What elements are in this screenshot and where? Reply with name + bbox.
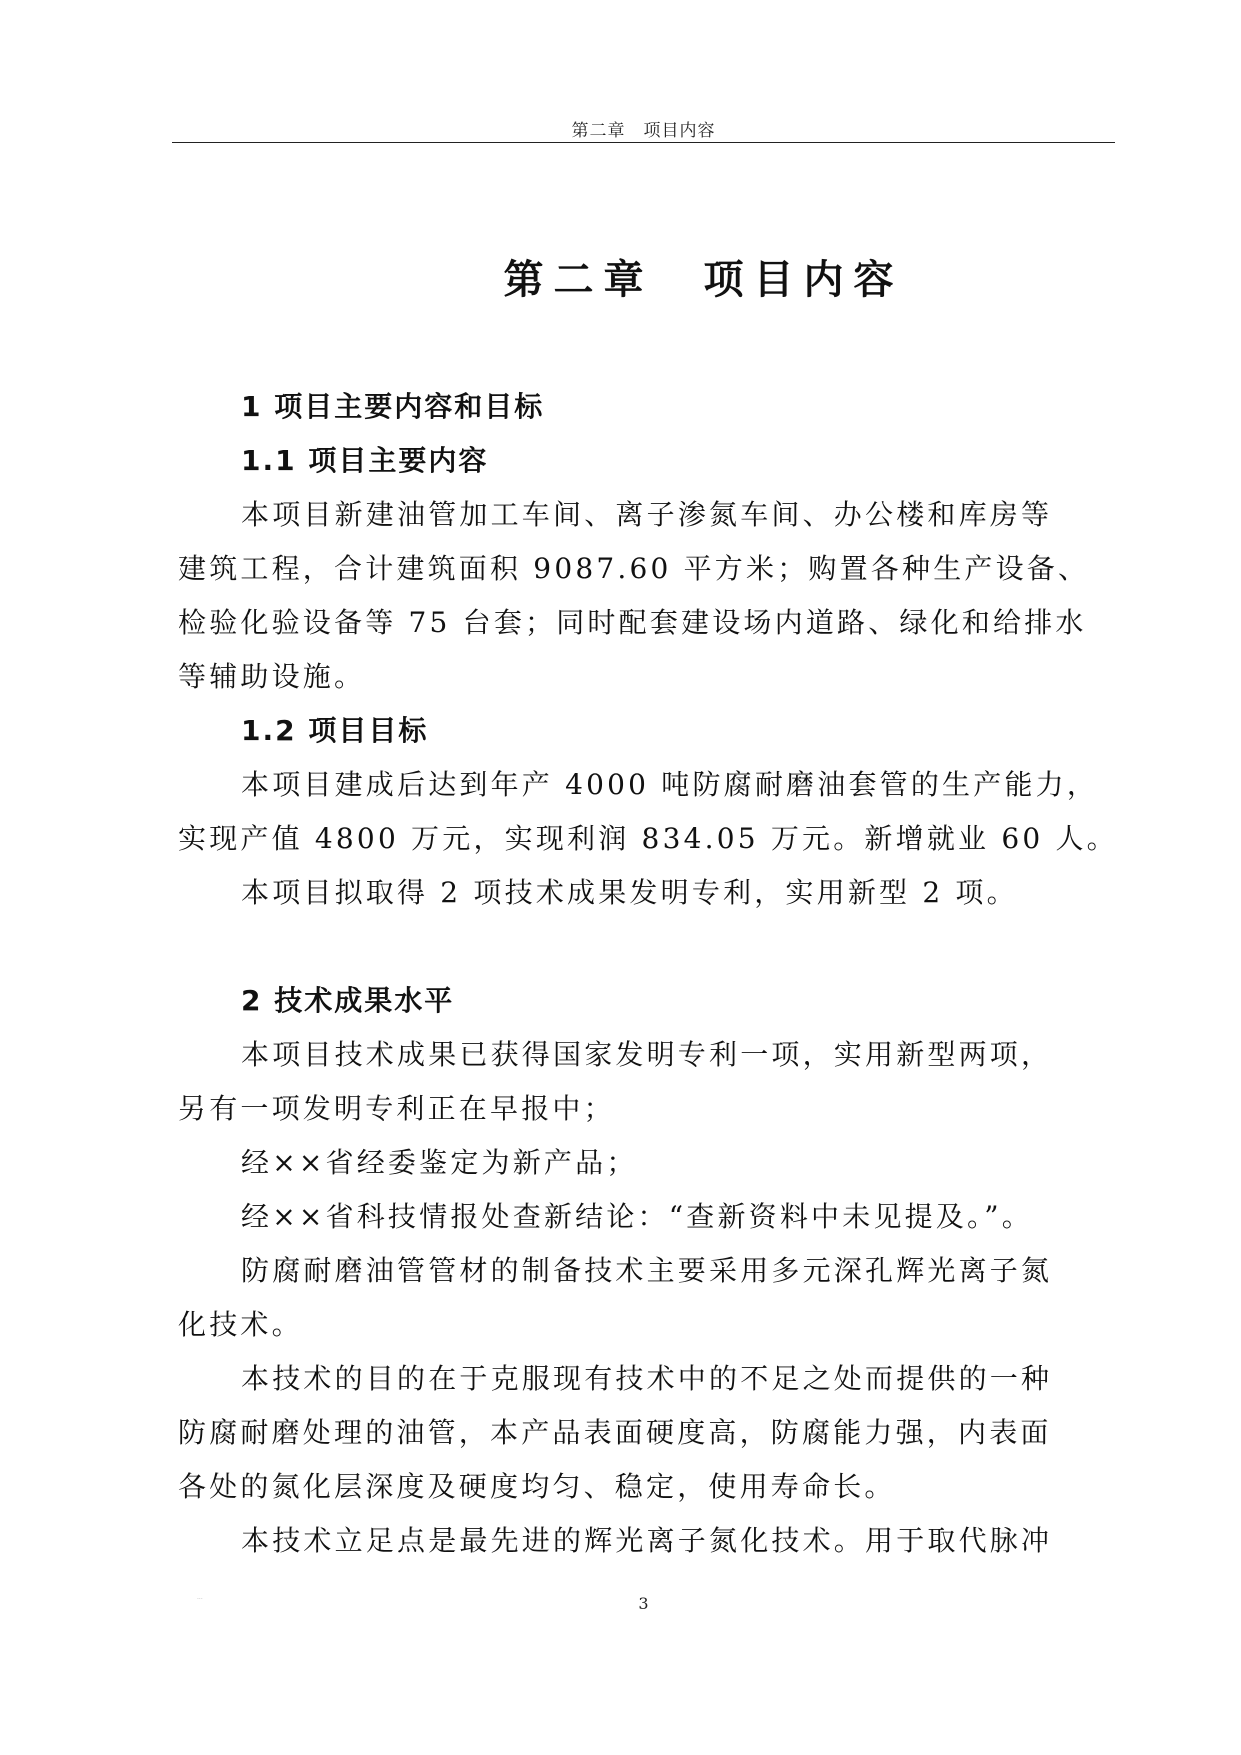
paragraph-line: 防腐耐磨处理的油管，本产品表面硬度高，防腐能力强，内表面 [178, 1416, 1052, 1449]
section-heading: 2 技术成果水平 [241, 984, 455, 1017]
header-rule [172, 142, 1115, 143]
running-header: 第二章 项目内容 [571, 121, 716, 141]
paragraph-line: 建筑工程，合计建筑面积 9087.60 平方米；购置各种生产设备、 [178, 552, 1090, 585]
chapter-name: 项目内容 [703, 257, 904, 303]
paragraph-line: 经××省科技情报处查新结论：“查新资料中未见提及。”。 [241, 1200, 1033, 1233]
paragraph-line: 等辅助设施。 [178, 660, 366, 693]
paragraph-line: 化技术。 [178, 1308, 303, 1341]
chapter-number: 第二章 [503, 257, 654, 303]
paragraph-line: 本技术立足点是最先进的辉光离子氮化技术。用于取代脉冲 [241, 1524, 1053, 1557]
section-heading: 1.2 项目目标 [241, 714, 429, 747]
corner-mark: ... [197, 1594, 203, 1601]
blank-line [178, 920, 1122, 974]
paragraph-line: 本项目拟取得 2 项技术成果发明专利，实用新型 2 项。 [241, 876, 1018, 909]
paragraph-line: 本技术的目的在于克服现有技术中的不足之处而提供的一种 [241, 1362, 1053, 1395]
paragraph-line: 各处的氮化层深度及硬度均匀、稳定，使用寿命长。 [178, 1470, 896, 1503]
section-heading: 1 项目主要内容和目标 [241, 390, 545, 423]
paragraph-line: 本项目新建油管加工车间、离子渗氮车间、办公楼和库房等 [241, 498, 1053, 531]
page-number: 3 [638, 1594, 649, 1613]
paragraph-line: 本项目技术成果已获得国家发明专利一项，实用新型两项， [241, 1038, 1053, 1071]
paragraph-line: 检验化验设备等 75 台套；同时配套建设场内道路、绿化和给排水 [178, 606, 1087, 639]
document-body [178, 380, 1122, 1568]
chapter-title [172, 248, 1115, 305]
paragraph-line: 实现产值 4800 万元，实现利润 834.05 万元。新增就业 60 人。 [178, 822, 1118, 855]
paragraph-line: 经××省经委鉴定为新产品； [241, 1146, 638, 1179]
section-heading: 1.1 项目主要内容 [241, 444, 489, 477]
paragraph-line: 另有一项发明专利正在早报中； [178, 1092, 615, 1125]
paragraph-line: 防腐耐磨油管管材的制备技术主要采用多元深孔辉光离子氮 [241, 1254, 1053, 1287]
paragraph-line: 本项目建成后达到年产 4000 吨防腐耐磨油套管的生产能力， [241, 768, 1099, 801]
